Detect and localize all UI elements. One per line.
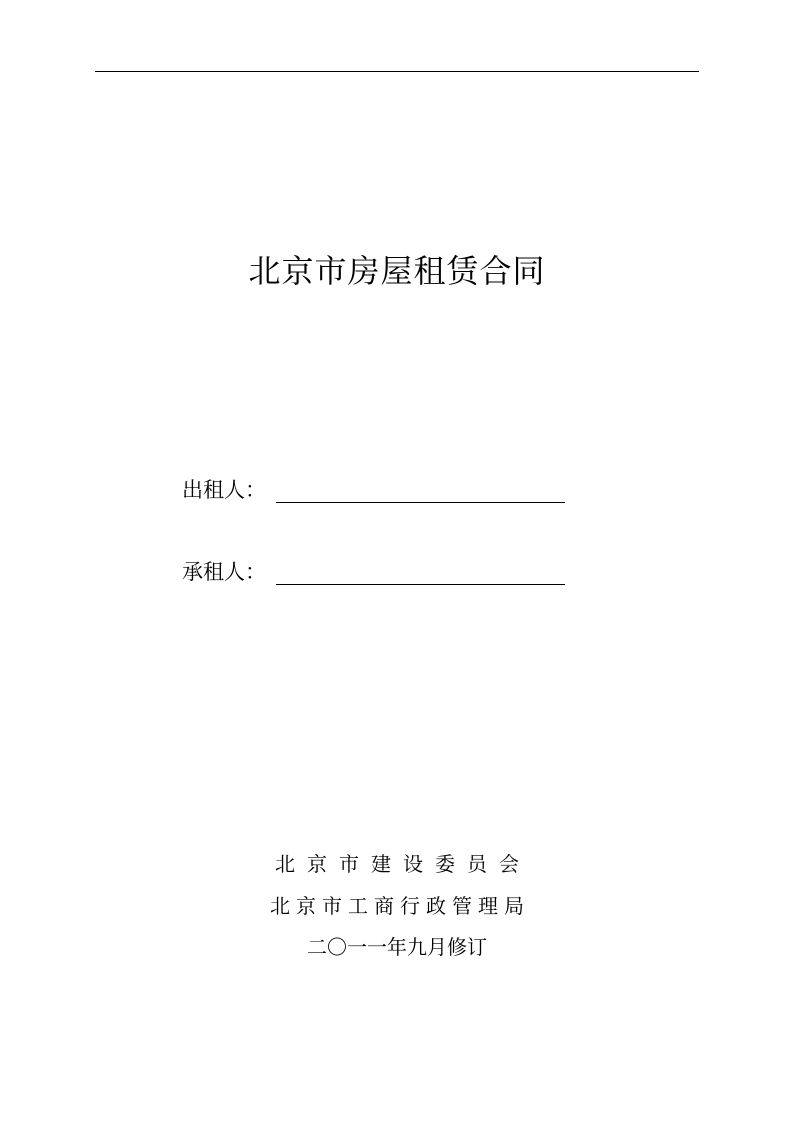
- lessor-blank-line: [276, 502, 565, 503]
- lessee-label: 承租人：: [182, 560, 266, 584]
- contract-title: 北京市房屋租赁合同: [248, 252, 546, 290]
- lessee-row: [182, 558, 582, 586]
- lessee-blank-line: [276, 584, 565, 585]
- revision-date: 二〇一一年九月修订: [307, 935, 487, 959]
- lessor-row: [182, 476, 582, 504]
- issuer-industry-commerce-bureau: 北京市工商行政管理局: [270, 894, 530, 918]
- lessor-label: 出租人：: [182, 478, 266, 502]
- issuer-construction-commission: 北京市建设委员会: [275, 852, 531, 876]
- header-rule: [95, 71, 699, 72]
